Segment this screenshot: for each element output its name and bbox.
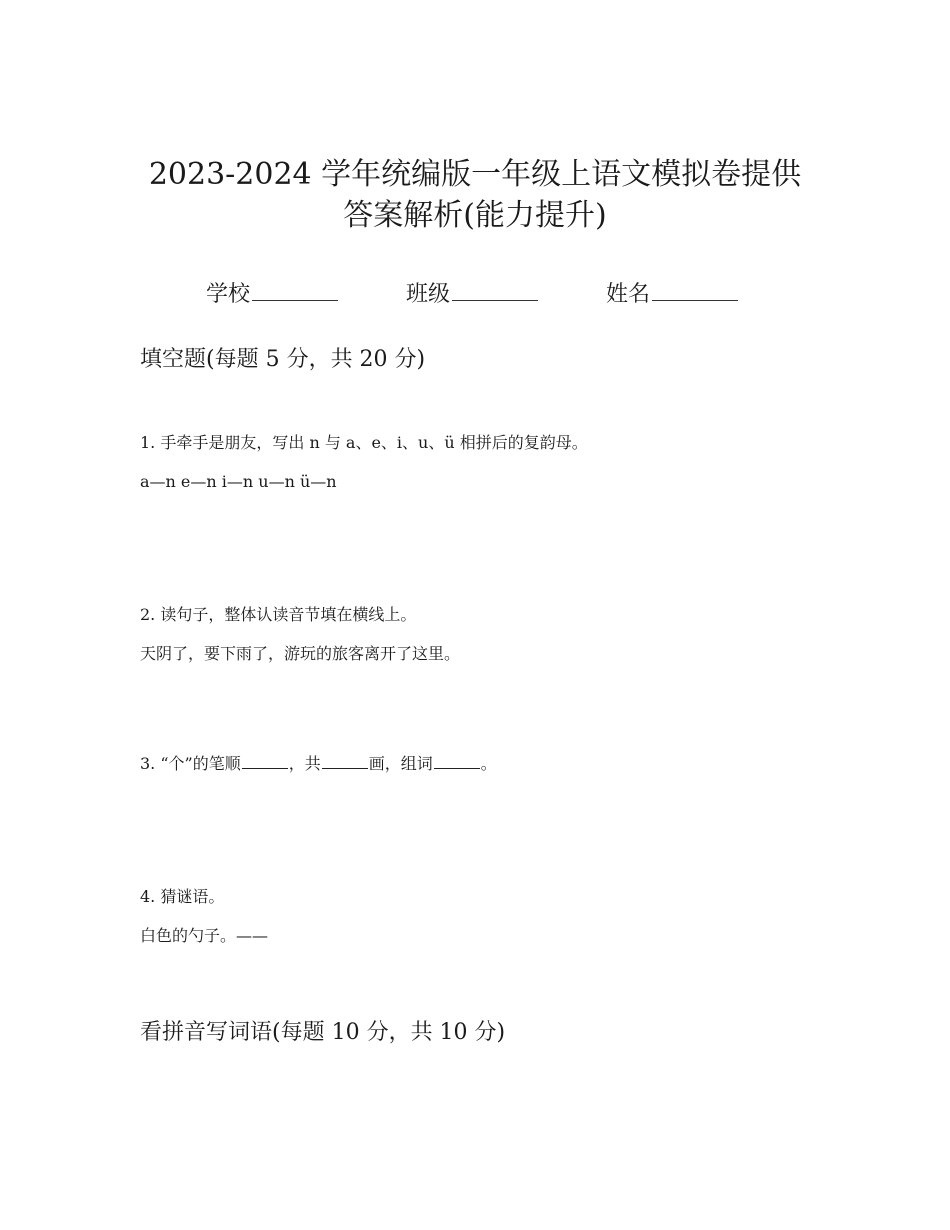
stroke-count-blank: [322, 752, 368, 769]
question-3-part-2: ，共: [288, 754, 321, 773]
question-3-part-1: 3. “个”的笔顺: [140, 754, 241, 773]
section-heading-fill-blank: 填空题(每题 5 分，共 20 分): [140, 347, 426, 372]
school-field: [206, 278, 338, 310]
question-2-prompt: 2. 读句子，整体认读音节填在横线上。: [140, 605, 417, 624]
word-blank: [434, 752, 480, 769]
school-label: 学校: [206, 282, 251, 307]
stroke-order-blank: [242, 752, 288, 769]
name-label: 姓名: [606, 282, 651, 307]
question-3-line: [140, 752, 497, 775]
exam-title-line-2: 答案解析(能力提升): [343, 198, 607, 233]
question-1-content: a—n e—n i—n u—n ü—n: [140, 472, 337, 491]
name-field: [606, 278, 738, 310]
class-blank: [452, 278, 538, 301]
class-label: 班级: [406, 282, 451, 307]
section-heading-pinyin-words: 看拼音写词语(每题 10 分，共 10 分): [140, 1020, 506, 1045]
question-1-prompt: 1. 手牵手是朋友，写出 n 与 a、e、i、u、ü 相拼后的复韵母。: [140, 433, 588, 452]
question-3-part-4: 。: [480, 754, 497, 773]
class-field: [406, 278, 538, 310]
question-3-part-3: 画，组词: [368, 754, 433, 773]
name-blank: [652, 278, 738, 301]
question-4-prompt: 4. 猜谜语。: [140, 887, 225, 906]
exam-title-line-1: 2023-2024 学年统编版一年级上语文模拟卷提供: [148, 157, 802, 192]
school-blank: [252, 278, 338, 301]
question-4-content: 白色的勺子。——: [140, 926, 269, 945]
question-2-content: 天阴了，要下雨了，游玩的旅客离开了这里。: [140, 644, 461, 663]
